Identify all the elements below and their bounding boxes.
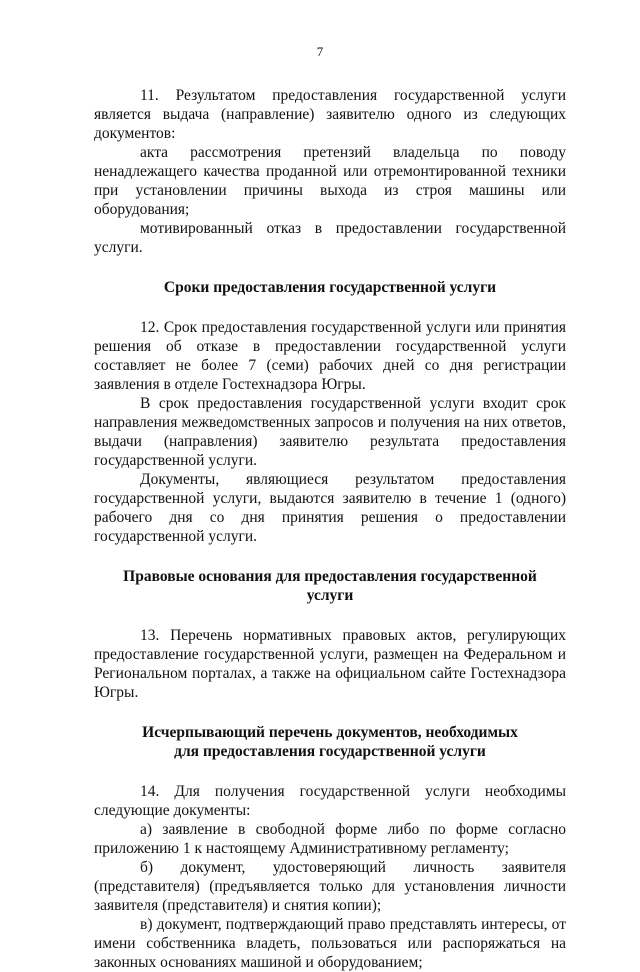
section-heading-documents: Исчерпывающий перечень документов, необходимых для предоставления государственной услуги xyxy=(142,724,518,760)
section-heading-terms: Сроки предоставления государственной услуги xyxy=(163,279,497,296)
paragraph-12-term: 12. Срок предоставления государственной услуги или принятия решения об отказе в предоставлении государственной услуги составляет не более 7 (семи) рабочих дней со дня регистрации заявления в отделе Гостехнадзора Югры. xyxy=(94,319,566,393)
paragraph-13: 13. Перечень нормативных правовых актов, регулирующих предоставление государственной услуги, размещен на Федеральном и Региональном порталах, а также на официальном сайте Гостехнадзора Югры. xyxy=(94,627,566,701)
paragraph-12-issue: Документы, являющиеся результатом предоставления государственной услуги, выдаются заявителю в течение 1 (одного) рабочего дня со дня принятия решения о предоставлении государственной услуги. xyxy=(94,471,566,545)
document-body xyxy=(94,86,566,972)
paragraph-14-intro: 14. Для получения государственной услуги необходимы следующие документы: xyxy=(94,783,566,819)
paragraph-14-a: а) заявление в свободной форме либо по форме согласно приложению 1 к настоящему Административному регламенту; xyxy=(94,821,566,857)
section-heading-legal: Правовые основания для предоставления государственной услуги xyxy=(123,568,537,604)
paragraph-12-includes: В срок предоставления государственной услуги входит срок направления межведомственных запросов и получения на них ответов, выдачи (направления) заявителю результата предоставления государственной услуги. xyxy=(94,395,566,469)
page-number: 7 xyxy=(316,44,324,59)
paragraph-11-refusal: мотивированный отказ в предоставлении государственной услуги. xyxy=(94,220,566,256)
paragraph-14-c: в) документ, подтверждающий право представлять интересы, от имени собственника владеть, пользоваться или распоряжаться на законных основаниях машиной и оборудованием; xyxy=(94,916,566,971)
paragraph-11-intro: 11. Результатом предоставления государственной услуги является выдача (направление) заявителю одного из следующих документов: xyxy=(94,87,566,142)
paragraph-11-act: акта рассмотрения претензий владельца по поводу ненадлежащего качества проданной или отремонтированной техники при установлении причины выхода из строя машины или оборудования; xyxy=(94,144,566,218)
paragraph-14-b: б) документ, удостоверяющий личность заявителя (представителя) (предъявляется только для установления личности заявителя (представителя) и снятия копии); xyxy=(94,859,566,914)
